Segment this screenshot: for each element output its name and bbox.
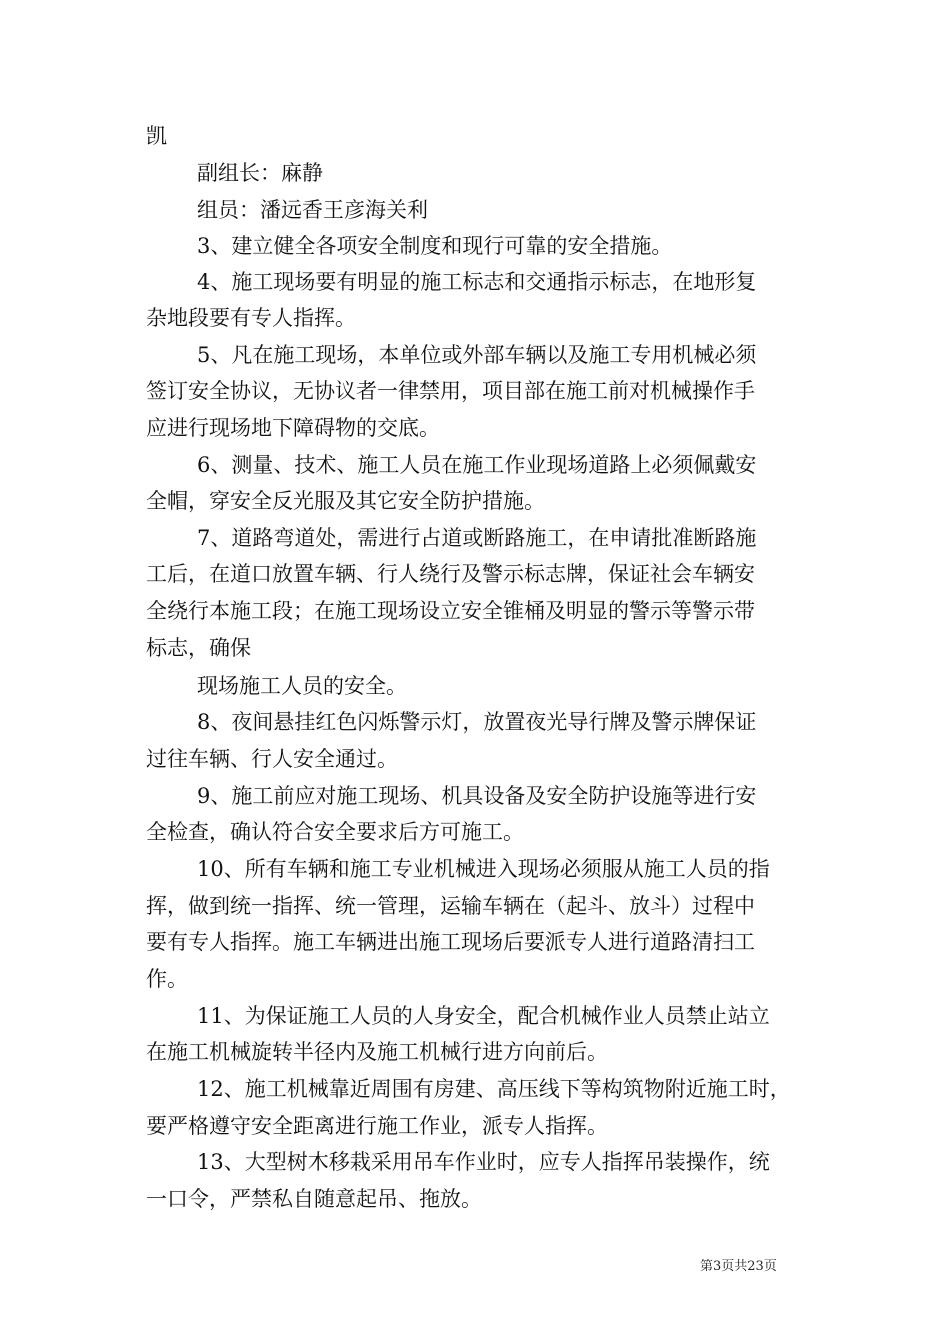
page-number-footer: 第3页共23页 [700,1259,777,1274]
text-line: 杂地段要有专人指挥。 [146,306,356,330]
text-line: 工后，在道口放置车辆、行人绕行及警示标志牌，保证社会车辆安 [146,562,755,586]
text-line: 凯 [146,124,167,148]
text-line: 5、凡在施工现场，本单位或外部车辆以及施工专用机械必须 [197,343,757,367]
text-line: 全绕行本施工段；在施工现场设立安全锥桶及明显的警示等警示带 [146,599,755,623]
text-line: 标志，确保 [146,636,251,660]
text-line: 13、大型树木移栽采用吊车作业时，应专人指挥吊装操作，统 [197,1150,770,1174]
text-line: 要严格遵守安全距离进行施工作业，派专人指挥。 [146,1114,608,1138]
text-line: 12、施工机械靠近周围有房建、高压线下等构筑物附近施工时， [197,1077,791,1101]
text-line: 过往车辆、行人安全通过。 [146,747,398,771]
text-line: 在施工机械旋转半径内及施工机械行进方向前后。 [146,1040,608,1064]
text-line: 副组长：麻静 [197,161,323,185]
text-line: 9、施工前应对施工现场、机具设备及安全防护设施等进行安 [197,784,757,808]
text-line: 签订安全协议，无协议者一律禁用，项目部在施工前对机械操作手 [146,379,755,403]
text-line: 作。 [146,967,188,991]
text-line: 现场施工人员的安全。 [197,674,407,698]
text-line: 一口令，严禁私自随意起吊、拖放。 [146,1187,482,1211]
text-line: 4、施工现场要有明显的施工标志和交通指示标志，在地形复 [197,270,757,294]
text-line: 11、为保证施工人员的人身安全，配合机械作业人员禁止站立 [197,1004,770,1028]
text-line: 3、建立健全各项安全制度和现行可靠的安全措施。 [197,234,673,258]
text-line: 应进行现场地下障碍物的交底。 [146,416,440,440]
text-line: 7、道路弯道处，需进行占道或断路施工，在申请批准断路施 [197,526,757,550]
text-line: 挥，做到统一指挥、统一管理，运输车辆在（起斗、放斗）过程中 [146,894,755,918]
text-line: 6、测量、技术、施工人员在施工作业现场道路上必须佩戴安 [197,453,757,477]
text-line: 要有专人指挥。施工车辆进出施工现场后要派专人进行道路清扫工 [146,930,755,954]
text-line: 全帽，穿安全反光服及其它安全防护措施。 [146,489,545,513]
text-line: 组员：潘远香王彦海关利 [197,198,428,222]
text-line: 全检查，确认符合安全要求后方可施工。 [146,820,524,844]
text-line: 8、夜间悬挂红色闪烁警示灯，放置夜光导行牌及警示牌保证 [197,710,757,734]
text-line: 10、所有车辆和施工专业机械进入现场必须服从施工人员的指 [197,857,770,881]
